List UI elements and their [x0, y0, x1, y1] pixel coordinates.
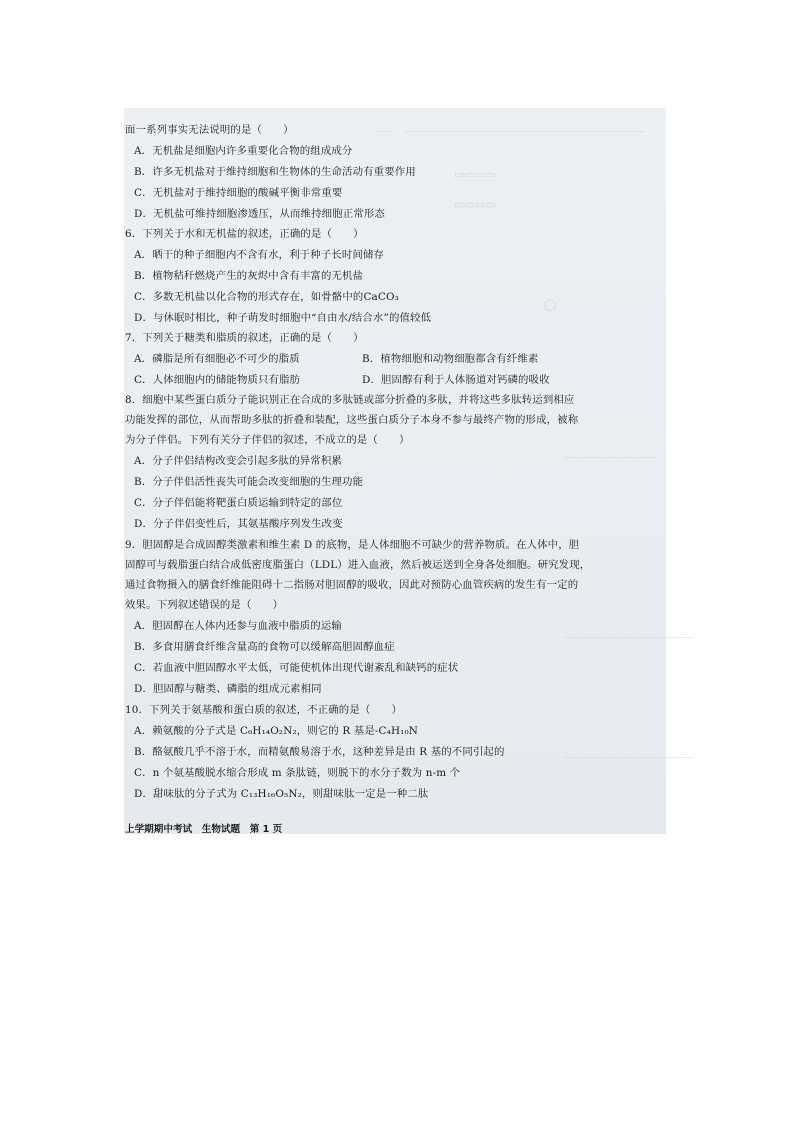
option-d: D．分子伴侣变性后，其氨基酸序列发生改变	[134, 518, 343, 530]
bleed-through: ◯	[544, 298, 557, 311]
option-row	[134, 353, 539, 366]
option-c: C．n 个氨基酸脱水缩合形成 m 条肽链，则脱下的水分子数为 n-m 个	[134, 767, 461, 779]
question-8-stem-line: 为分子伴侣。下列有关分子伴侣的叙述，不成立的是（ ）	[125, 434, 410, 446]
option-b: B．植物细胞和动物细胞都含有纤维素	[362, 353, 539, 365]
option-a: A．赖氨酸的分子式是 C₆H₁₄O₂N₂，则它的 R 基是-C₄H₁₀N	[134, 725, 419, 737]
question-6-stem: 6．下列关于水和无机盐的叙述，正确的是（ ）	[125, 228, 364, 240]
option-c: C．若血液中胆固醇水平太低，可能使机体出现代谢紊乱和缺钙的症状	[134, 662, 459, 674]
option-d: D．胆固醇有利于人体肠道对钙磷的吸收	[362, 374, 550, 386]
option-b: B．植物秸秆燃烧产生的灰烬中含有丰富的无机盐	[134, 270, 364, 282]
option-b: B．分子伴侣活性丧失可能会改变细胞的生理功能	[134, 476, 364, 488]
bleed-through: ⸺⸺⸺⸺⸺⸺⸺	[564, 630, 695, 643]
question-9-stem-line: 通过食物摄入的膳食纤维能阻碍十二指肠对胆固醇的吸收，因此对预防心血管疾病的发生有一定的	[125, 579, 579, 591]
option-a: A．磷脂是所有细胞必不可少的脂质	[134, 353, 300, 365]
question-8-stem-line: 功能发挥的部位，从而帮助多肽的折叠和装配，这些蛋白质分子本身不参与最终产物的形成，被称	[125, 414, 579, 426]
option-b: B．酪氨酸几乎不溶于水，而精氨酸易溶于水，这种差异是由 R 基的不同引起的	[134, 746, 505, 758]
option-a: A．胆固醇在人体内还参与血液中脂质的运输	[134, 620, 342, 632]
option-d: D．胆固醇与糖类、磷脂的组成元素相同	[134, 683, 322, 695]
option-c: C．分子伴侣能将靶蛋白质运输到特定的部位	[134, 497, 343, 509]
question-10-stem: 10．下列关于氨基酸和蛋白质的叙述，不正确的是（ ）	[125, 704, 403, 716]
bleed-through: ⸺ ⸺⸺⸺⸺⸺⸺⸺⸺⸺⸺⸺⸺⸺	[374, 124, 646, 137]
option-c: C．人体细胞内的储能物质只有脂肪	[134, 374, 301, 386]
bleed-through: ⸺⸺⸺⸺⸺	[564, 450, 658, 463]
question-9-stem-line: 固醇可与载脂蛋白结合成低密度脂蛋白（LDL）进入血液，然后被运送到全身各处细胞。研究发现，	[125, 559, 591, 571]
option-b: B．多食用膳食纤维含量高的食物可以缓解高胆固醇血症	[134, 641, 395, 653]
option-b: B．许多无机盐对于维持细胞和生物体的生命活动有重要作用	[134, 166, 416, 178]
option-c: C．无机盐对于维持细胞的酸碱平衡非常重要	[134, 187, 343, 199]
option-d: D．与休眠时相比，种子萌发时细胞中“自由水/结合水”的值较低	[134, 312, 432, 324]
option-a: A．分子伴侣结构改变会引起多肽的异常积累	[134, 455, 342, 467]
bleed-through: ▭▭▭▭	[454, 198, 496, 211]
page-footer: 上学期期中考试 生物试题 第 1 页	[125, 824, 283, 835]
bleed-through: ⸺⸺⸺⸺⸺⸺⸺	[564, 750, 695, 763]
question-9-stem-line: 9．胆固醇是合成固醇类激素和维生素 D 的底物，是人体细胞不可缺少的营养物质。在人体中，胆	[125, 539, 580, 551]
option-d: D．无机盐可维持细胞渗透压，从而维持细胞正常形态	[134, 208, 385, 220]
option-row	[134, 374, 550, 387]
bleed-through: ▭▭▭▭	[454, 168, 496, 181]
question-8-stem-line: 8．细胞中某些蛋白质分子能识别正在合成的多肽链或部分折叠的多肽，并将这些多肽转运到相应	[125, 394, 575, 406]
question-stem: 面一系列事实无法说明的是（ ）	[125, 124, 294, 136]
scanned-page	[124, 108, 695, 835]
option-a: A．晒干的种子细胞内不含有水，利于种子长时间储存	[134, 249, 385, 261]
option-a: A．无机盐是细胞内许多重要化合物的组成成分	[134, 145, 353, 157]
option-c: C．多数无机盐以化合物的形式存在，如骨骼中的CaCO₃	[134, 291, 399, 303]
question-9-stem-line: 效果。下列叙述错误的是（ ）	[125, 599, 284, 611]
option-d: D．甜味肽的分子式为 C₁₃H₁₆O₅N₂，则甜味肽一定是一种二肽	[134, 788, 429, 800]
question-7-stem: 7．下列关于糖类和脂质的叙述，正确的是（ ）	[125, 332, 364, 344]
